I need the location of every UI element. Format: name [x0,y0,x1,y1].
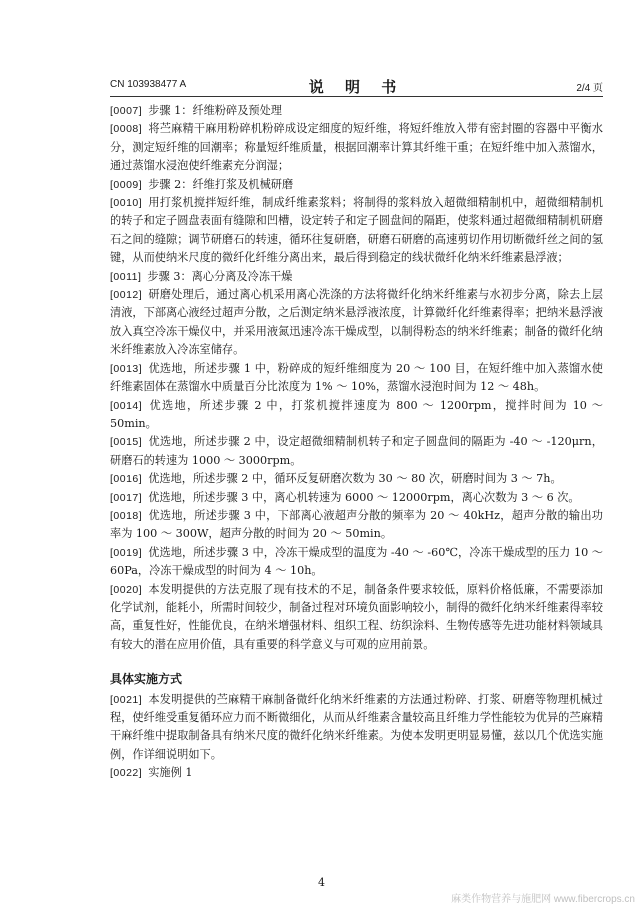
paragraph-number: [0013] [110,362,143,375]
paragraph-number: [0014] [110,399,143,412]
paragraph [110,581,603,655]
paragraph [110,764,603,782]
paragraph [110,470,603,488]
paragraph-number: [0019] [110,546,143,559]
paragraph-text: 研磨处理后，通过离心机采用离心洗涤的方法将微纤化纳米纤维素与水初步分离，除去上层清液，下部离心液经过超声分散，之后测定纳米悬浮液浓度，计算微纤化纤维素得率；把纳米悬浮液放入真空冷冻干燥仪中，并采用液氮迅速冷冻干燥成型，以制得粉态的纳米纤维素；制备的微纤化纳米纤维素放入冷冻室储存。 [110,288,603,357]
paragraph-number: [0018] [110,509,143,522]
paragraph-text: 步骤 3：离心分离及冷冻干燥 [147,269,293,283]
paragraph-text: 优选地，所述步骤 3 中，离心机转速为 6000 ～ 12000rpm，离心次数为 3 ～ 6 次。 [148,490,580,504]
paragraph-number: [0010] [110,197,143,210]
paragraph-number: [0015] [110,436,143,449]
paragraph-text: 实施例 1 [148,766,193,780]
section-gap [110,654,603,670]
paragraph [110,268,603,286]
paragraph-text: 优选地，所述步骤 2 中，循环反复研磨次数为 30 ～ 80 次，研磨时间为 3 ～ 7h。 [148,472,562,486]
paragraph-text: 用打浆机搅拌短纤维，制成纤维素浆料；将制得的浆料放入超微细精制机中，超微细精制机的转子和定子圆盘表面有缝隙和凹槽，设定转子和定子圆盘间的隔距，使浆料通过超微细精制机研磨石之间的缝隙；调节研磨石的转速，循环往复研磨，研磨石研磨的高速剪切作用切断微纤丝之间的氢键，从而使纳米尺度的微纤化纤维分离出来，最后得到稳定的线状微纤化纳米纤维素悬浮液； [110,196,603,265]
paragraph-number: [0009] [110,178,143,191]
paragraph [110,507,603,544]
paragraph [110,176,603,194]
paragraph-text: 本发明提供的苎麻精干麻制备微纤化纳米纤维素的方法通过粉碎、打浆、研磨等物理机械过程，使纤维受重复循环应力而不断微细化，从而从纤维素含量较高且纤维力学性能较为优异的苎麻精干麻纤维中提取制备具有纳米尺度的微纤化纳米纤维素。为使本发明更明显易懂，兹以几个优选实施例，作详细说明如下。 [110,692,603,761]
paragraph-text: 优选地，所述步骤 2 中，打浆机搅拌速度为 800 ～ 1200rpm，搅拌时间为 10 ～ 50min。 [110,398,603,430]
paragraph-number: [0020] [110,583,143,596]
paragraph [110,691,603,765]
paragraph-number: [0008] [110,123,143,136]
paragraph-text: 本发明提供的方法克服了现有技术的不足，制备条件要求较低，原料价格低廉，不需要添加化学试剂，能耗小，所需时间较少，制备过程对环境负面影响较小，制得的微纤化纳米纤维素得率较高，重复性好，性能优良，在纳米增强材料、组织工程、纺织涂料、生物传感等先进功能材料领域具有较大的潜在应用价值，具有重要的科学意义与可观的应用前景。 [110,582,603,651]
paragraph-text: 优选地，所述步骤 1 中，粉碎成的短纤维细度为 20 ～ 100 目，在短纤维中加入蒸馏水使纤维素固体在蒸馏水中质量百分比浓度为 1% ～ 10%，蒸馏水浸泡时间为 12 ～ 48h。 [110,361,603,394]
watermark-text: 麻类作物营养与施肥网 www.fibercrops.cn [451,894,635,905]
paragraph [110,360,603,397]
paragraph-text: 优选地，所述步骤 3 中，下部离心液超声分散的频率为 20 ～ 40kHz，超声分散的输出功率为 100 ～ 300W，超声分散的时间为 20 ～ 50min。 [110,508,603,541]
paragraph [110,544,603,581]
paragraph-text: 步骤 1：纤维粉碎及预处理 [148,104,282,117]
section-paragraph-list [110,691,603,783]
paragraph-text: 步骤 2：纤维打浆及机械研磨 [148,177,294,191]
page-header [110,76,603,97]
paragraph-number: [0016] [110,473,143,486]
paragraph-list [110,102,603,654]
paragraph [110,489,603,507]
paragraph-text: 优选地，所述步骤 2 中，设定超微细精制机转子和定子圆盘间的隔距为 -40 ～ -120μrn，研磨石的转速为 1000 ～ 3000rpm。 [110,435,603,467]
patent-number: CN 103938477 A [110,79,187,90]
paragraph [110,102,603,120]
paragraph-number: [0007] [110,105,143,117]
paragraph-number: [0017] [110,491,143,504]
paragraph-number: [0022] [110,767,143,780]
paragraph [110,397,603,434]
document-title: 说 明 书 [308,78,405,96]
paragraph-text: 将苎麻精干麻用粉碎机粉碎成设定细度的短纤维，将短纤维放入带有密封圈的容器中平衡水分，测定短纤维的回潮率；称量短纤维质量，根据回潮率计算其纤维干重；在短纤维中加入蒸馏水，通过蒸馏水浸泡使纤维素充分润湿； [110,122,603,173]
paragraph [110,120,603,175]
document-body [110,102,603,783]
page-number: 4 [318,876,325,889]
paragraph-text: 优选地，所述步骤 3 中，冷冻干燥成型的温度为 -40 ～ -60℃，冷冻干燥成型的压力 10 ～ 60Pa，冷冻干燥成型的时间为 4 ～ 10h。 [110,545,603,578]
paragraph-number: [0012] [110,289,143,302]
paragraph-number: [0011] [110,270,142,283]
page-indicator: 2/4 页 [576,83,603,94]
paragraph [110,194,603,268]
paragraph [110,286,603,360]
paragraph [110,433,603,470]
paragraph-number: [0021] [110,693,143,706]
section-title: 具体实施方式 [110,672,183,687]
